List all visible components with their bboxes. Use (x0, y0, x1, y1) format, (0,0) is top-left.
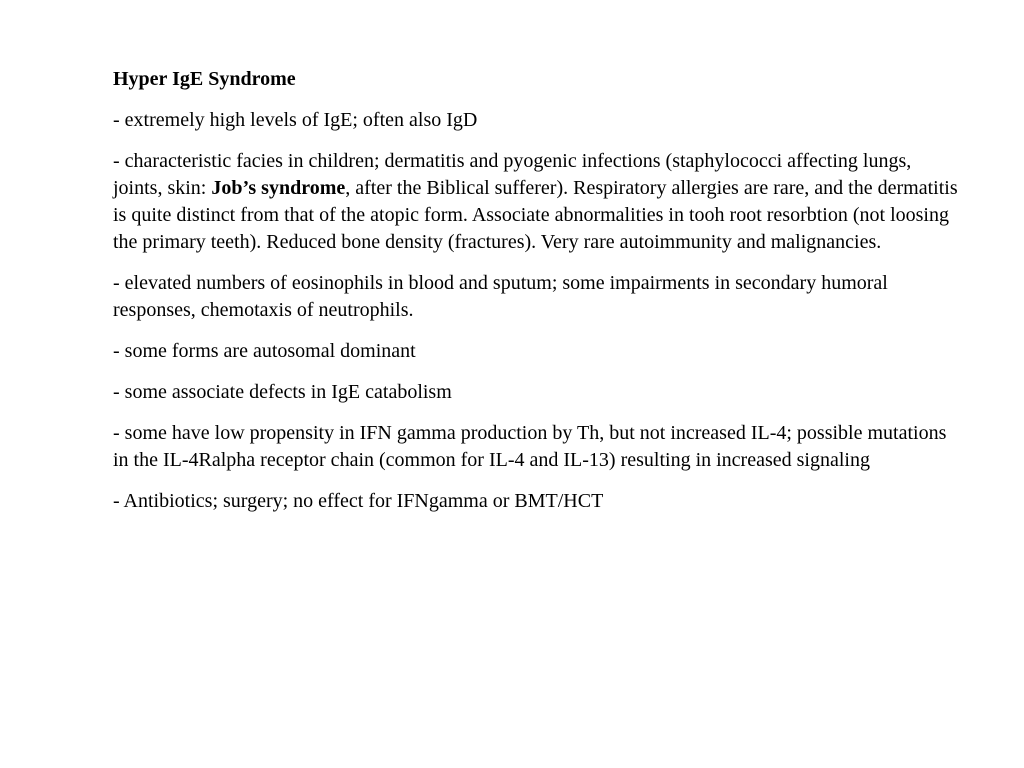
bullet-ige-catabolism: - some associate defects in IgE catabolism (113, 381, 452, 403)
jobs-syndrome-term: Job’s syndrome (211, 177, 346, 199)
slide-content (113, 66, 963, 529)
bullet-ifn-gamma: - some have low propensity in IFN gamma production by Th, but not increased IL-4; possible mutations in the IL-4Ralpha receptor chain (common for IL-4 and IL-13) resulting in increased signaling (113, 422, 947, 471)
bullet-characteristic-facies (113, 148, 963, 256)
bullet-eosinophils: - elevated numbers of eosinophils in blood and sputum; some impairments in secondary humoral responses, chemotaxis of neutrophils. (113, 272, 888, 321)
bullet-facies-text-after: , after the Biblical sufferer). Respiratory allergies are rare, and the dermatitis is quite distinct from that of the atopic form. Associate abnormalities in tooh root resorbtion (not loosing the primary teeth). Reduced bone density (fractures). Very rare autoimmunity and malignancies. (113, 177, 958, 253)
bullet-facies-text-before: - characteristic facies in children; dermatitis and pyogenic infections (staphylococci affecting lungs, joints, skin: (113, 150, 912, 199)
bullet-autosomal-dominant: - some forms are autosomal dominant (113, 340, 416, 362)
bullet-treatment: - Antibiotics; surgery; no effect for IFNgamma or BMT/HCT (113, 490, 604, 512)
slide-title: Hyper IgE Syndrome (113, 68, 296, 90)
bullet-ige-levels: - extremely high levels of IgE; often also IgD (113, 109, 478, 131)
